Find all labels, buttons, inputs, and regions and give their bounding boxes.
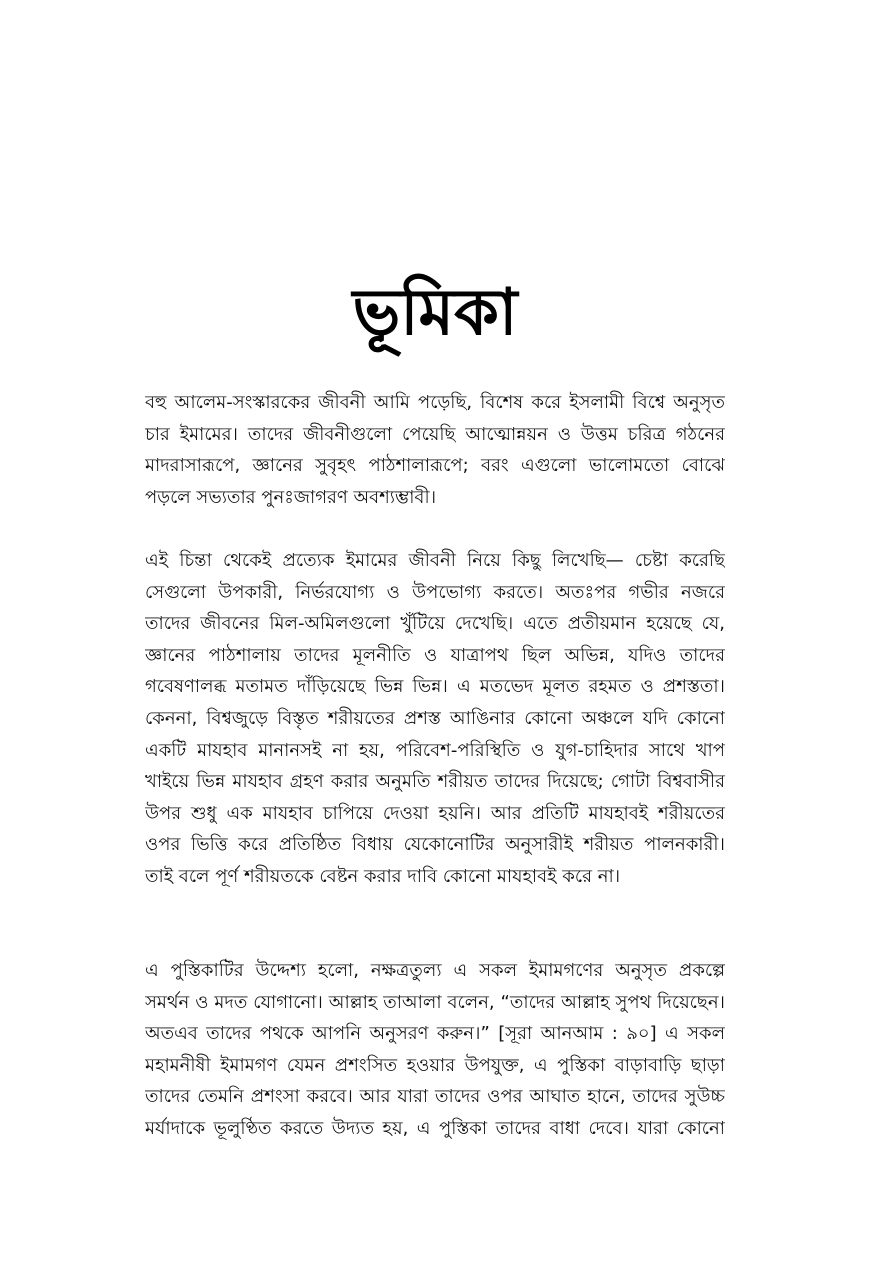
text-line: গবেষণালব্ধ মতামত দাঁড়িয়েছে ভিন্ন ভিন্ন। এ মতভেদ মূলত রহমত ও প্রশস্ততা। xyxy=(145,676,725,698)
text-line: ওপর ভিত্তি করে প্রতিষ্ঠিত বিধায় যেকোনোটির অনুসারীই শরীয়ত পালনকারী। xyxy=(145,834,725,856)
text-line: তাদের জীবনের মিল-অমিলগুলো খুঁটিয়ে দেখেছি। এতে প্রতীয়মান হয়েছে যে, xyxy=(145,613,725,635)
text-line: সেগুলো উপকারী, নির্ভরযোগ্য ও উপভোগ্য করতে। অতঃপর গভীর নজরে xyxy=(145,581,725,603)
text-line: এই চিন্তা থেকেই প্রত্যেক ইমামের জীবনী নিয়ে কিছু লিখেছি— চেষ্টা করেছি xyxy=(145,550,725,571)
text-line: উপর শুধু এক মাযহাব চাপিয়ে দেওয়া হয়নি। আর প্রতিটি মাযহাবই শরীয়তের xyxy=(145,802,725,824)
text-line: খাইয়ে ভিন্ন মাযহাব গ্রহণ করার অনুমতি শরীয়ত তাদের দিয়েছে; গোটা বিশ্ববাসীর xyxy=(145,771,725,793)
text-line: বহু আলেম-সংস্কারকের জীবনী আমি পড়েছি, বিশেষ করে ইসলামী বিশ্বে অনুসৃত xyxy=(145,392,725,413)
text-line: মর্যাদাকে ভূলুণ্ঠিত করতে উদ্যত হয়, এ পুস্তিকা তাদের বাধা দেবে। যারা কোনো xyxy=(145,1117,725,1139)
text-line: একটি মাযহাব মানানসই না হয়, পরিবেশ-পরিস্থিতি ও যুগ-চাহিদার সাথে খাপ xyxy=(145,739,725,761)
text-line: তাদের তেমনি প্রশংসা করবে। আর যারা তাদের ওপর আঘাত হানে, তাদের সুউচ্চ xyxy=(145,1086,725,1108)
text-line: কেননা, বিশ্বজুড়ে বিস্তৃত শরীয়তের প্রশস্ত আঙিনার কোনো অঞ্চলে যদি কোনো xyxy=(145,707,725,729)
text-line: এ পুস্তিকাটির উদ্দেশ্য হলো, নক্ষত্রতুল্য এ সকল ইমামগণের অনুসৃত প্রকল্পে xyxy=(145,960,725,981)
paragraph-1 xyxy=(145,387,725,513)
paragraph-3 xyxy=(145,955,725,1145)
text-line: তাই বলে পূর্ণ শরীয়তকে বেষ্টন করার দাবি কোনো মাযহাবই করে না। xyxy=(145,865,621,887)
text-line: মহামনীষী ইমামগণ যেমন প্রশংসিত হওয়ার উপযুক্ত, এ পুস্তিকা বাড়াবাড়ি ছাড়া xyxy=(145,1054,725,1076)
paragraph-2 xyxy=(145,545,725,893)
text-line: মাদরাসারূপে, জ্ঞানের সুবৃহৎ পাঠশালারূপে; বরং এগুলো ভালোমতো বোঝে xyxy=(145,455,725,477)
page-title: ভূমিকা xyxy=(352,276,518,350)
text-line: চার ইমামের। তাদের জীবনীগুলো পেয়েছি আত্মোন্নয়ন ও উত্তম চরিত্র গঠনের xyxy=(145,423,725,445)
text-line: জ্ঞানের পাঠশালায় তাদের মূলনীতি ও যাত্রাপথ ছিল অভিন্ন, যদিও তাদের xyxy=(145,644,725,666)
text-line: পড়লে সভ্যতার পুনঃজাগরণ অবশ্যম্ভাবী। xyxy=(145,486,437,508)
text-line: অতএব তাদের পথকে আপনি অনুসরণ করুন।” [সূরা আনআম : ৯০] এ সকল xyxy=(145,1023,725,1045)
text-line: সমর্থন ও মদত যোগানো। আল্লাহ তাআলা বলেন, “তাদের আল্লাহ সুপথ দিয়েছেন। xyxy=(145,991,725,1013)
